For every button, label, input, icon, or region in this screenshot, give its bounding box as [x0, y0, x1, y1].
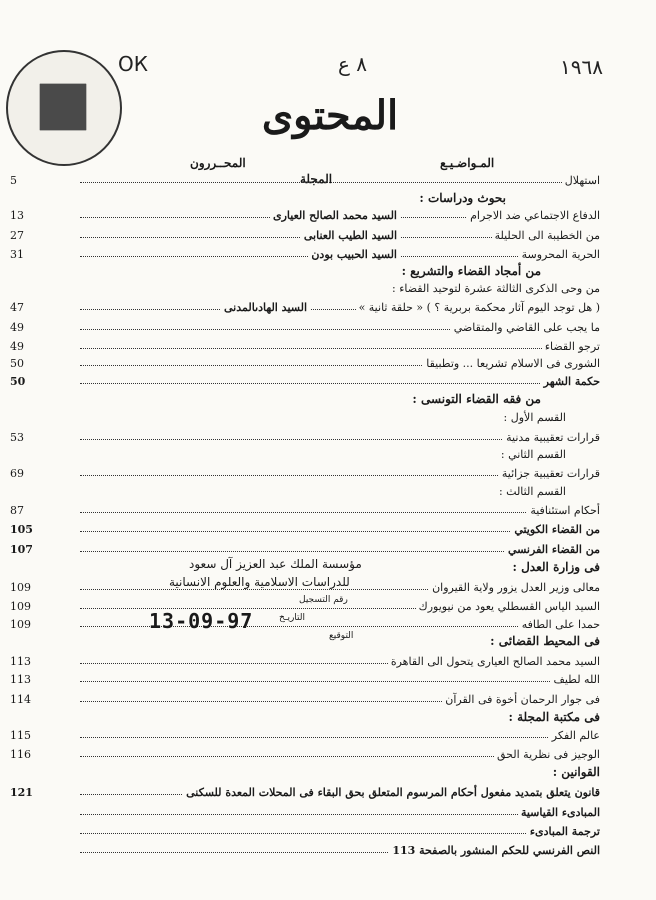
- toc-row: من القضاء الكويتي 105: [10, 523, 600, 536]
- toc-row: قانون يتعلق بتمديد مفعول أحكام المرسوم المتعلق بحق البقاء فى المحلات المعدة للسكنى 121: [10, 786, 600, 799]
- toc-row: الحرية المحروسة السيد الحبيب بودن 31: [10, 248, 600, 261]
- toc-row: المبادىء القياسية: [60, 805, 600, 821]
- library-seal-icon: [6, 50, 122, 166]
- part-label: القسم الأول :: [503, 411, 566, 424]
- toc-row: فى جوار الرحمان أخوة فى القرآن 114: [10, 693, 600, 706]
- section-heading: بحوث ودراسات :: [419, 191, 506, 205]
- part-label: القسم الثاني :: [500, 448, 566, 461]
- toc-row: من القضاء الفرنسي 107: [10, 543, 600, 556]
- section-heading: القوانين :: [552, 765, 600, 779]
- section-heading: من فقه القضاء التونسى :: [412, 392, 541, 406]
- toc-row: قرارات تعقيبية مدنية 53: [10, 431, 600, 444]
- section-heading: فى وزارة العدل :: [512, 560, 600, 574]
- toc-row: السيد محمد الصالح العيارى يتحول الى القاهرة 113: [10, 655, 600, 668]
- section-subheading: من وحى الذكرى الثالثة عشرة لتوحيد القضاء :: [392, 282, 600, 295]
- toc-row: استهلال 5: [10, 174, 600, 187]
- toc-row: ( هل توجد اليوم آثار محكمة بربرية ؟ ) « حلقة ثانية » السيد الهادىالمدنى 47: [10, 301, 600, 314]
- col-topics-heading: المـواضـيـع: [440, 156, 495, 170]
- stamp-date: 13-09-97: [149, 609, 254, 633]
- toc-row: ما يجب على القاضي والمتقاضي 49: [10, 321, 600, 334]
- toc-row: الوجيز فى نظرية الحق 116: [10, 748, 600, 761]
- toc-row: ترجمة المبادىء: [60, 824, 600, 840]
- toc-row: الدفاع الاجتماعي ضد الاجرام السيد محمد الصالح العيارى 13: [10, 209, 600, 222]
- toc-row: من الخطيبة الى الحليلة السيد الطيب العنابى 27: [10, 229, 600, 242]
- toc-row: حكمة الشهر 50: [10, 375, 600, 388]
- page-title: المحتوى: [261, 92, 399, 139]
- section-heading: فى مكتبة المجلة :: [508, 710, 600, 724]
- toc-row: السيد الياس القسطلي يعود من نيويورك 109: [10, 600, 600, 613]
- col-magazine-heading: المجلة: [300, 172, 333, 186]
- toc-row: الشورى فى الاسلام تشريعا ... وتطبيقا 50: [10, 357, 600, 370]
- toc-row: النص الفرنسي للحكم المنشور بالصفحة 113: [60, 843, 600, 859]
- part-label: القسم الثالث :: [498, 485, 566, 498]
- section-heading: من أمجاد القضاء والتشريع :: [401, 264, 541, 278]
- toc-row: الله لطيف 113: [10, 673, 600, 686]
- mark-ok: ОК: [118, 52, 148, 76]
- toc-row: عالم الفكر 115: [10, 729, 600, 742]
- toc-row: حمدا على الطافه 109: [10, 618, 600, 631]
- toc-row: قرارات تعقيبية جزائية 69: [10, 467, 600, 480]
- toc-row: ترجو القضاء 49: [10, 340, 600, 353]
- toc-row: أحكام استئنافية 87: [10, 504, 600, 517]
- registration-stamp: مؤسسة الملك عبد العزيز آل سعود للدراسات الاسلامية والعلوم الانسانية رقم التسجيل التاريـخ التوقيع 13-09-97: [149, 557, 362, 641]
- col-authors-heading: المحــررون: [190, 156, 246, 170]
- toc-row: معالى وزير العدل يزور ولاية القيروان 109: [10, 581, 600, 594]
- mark-year: ١٩٦٨: [560, 55, 603, 79]
- mark-folio: ٨ ع: [338, 52, 368, 76]
- section-heading: فى المحيط القضائى :: [490, 634, 600, 648]
